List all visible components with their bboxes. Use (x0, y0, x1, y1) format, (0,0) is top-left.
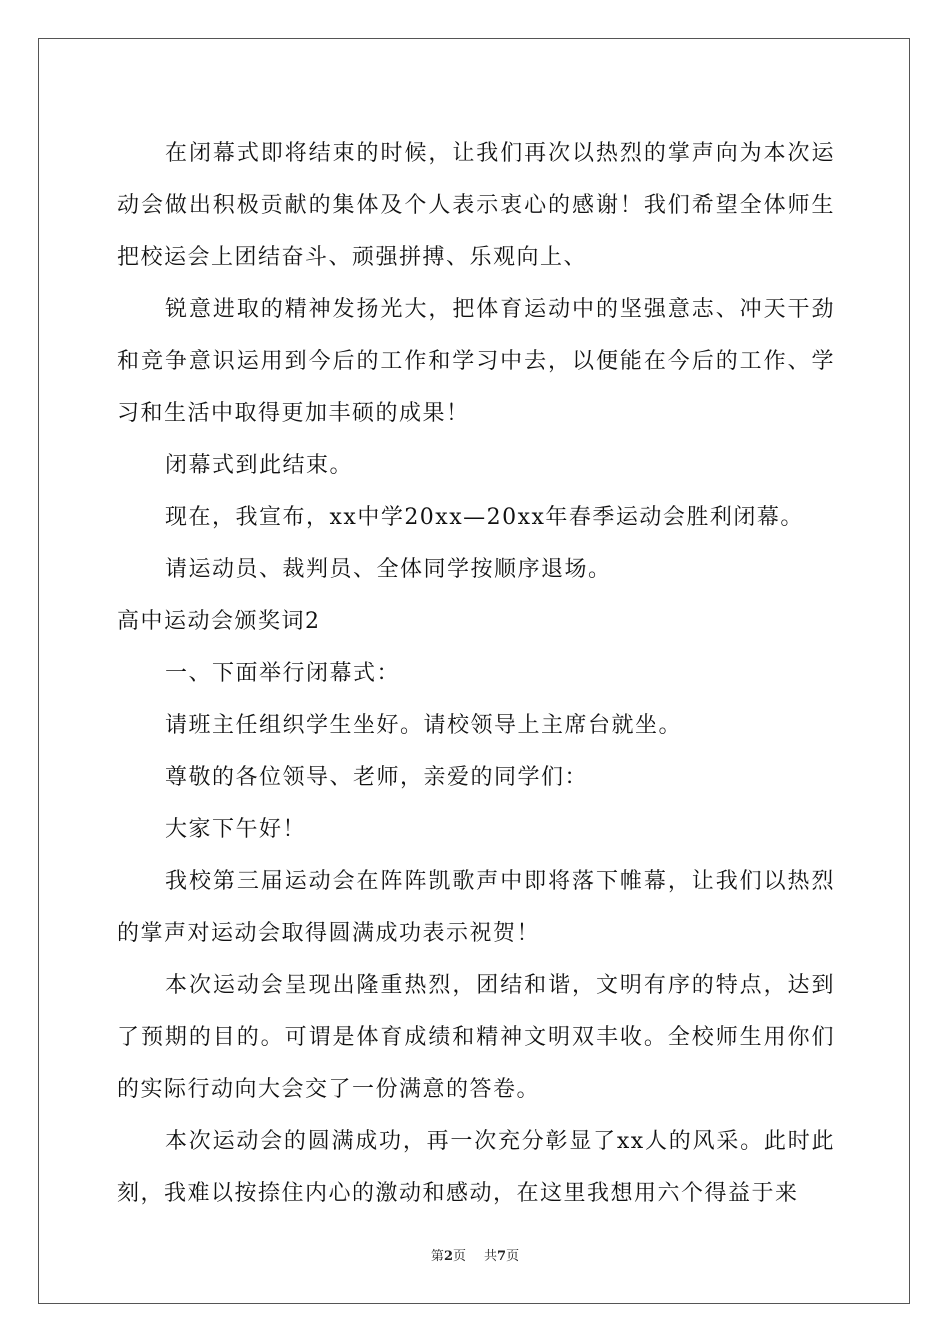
paragraph-12: 本次运动会呈现出隆重热烈，团结和谐，文明有序的特点，达到了预期的目的。可谓是体育成绩和精神文明双丰收。全校师生用你们的实际行动向大会交了一份满意的答卷。 (117, 973, 835, 1102)
page-current: 2 (443, 1249, 453, 1264)
paragraph-5: 请运动员、裁判员、全体同学按顺序退场。 (165, 557, 612, 582)
page-prefix: 第 (430, 1249, 444, 1264)
section-heading: 高中运动会颁奖词2 (117, 609, 321, 634)
total-suffix: 页 (506, 1249, 520, 1264)
paragraph-11: 我校第三届运动会在阵阵凯歌声中即将落下帷幕，让我们以热烈的掌声对运动会取得圆满成功表示祝贺！ (117, 869, 835, 946)
page-total: 7 (497, 1249, 507, 1264)
paragraph-9: 尊敬的各位领导、老师，亲爱的同学们： (165, 765, 589, 790)
paragraph-7: 一、下面举行闭幕式： (165, 661, 401, 686)
document-body (117, 128, 835, 1220)
paragraph-10: 大家下午好！ (165, 817, 307, 842)
paragraph-3: 闭幕式到此结束。 (165, 453, 354, 478)
total-prefix: 共 (484, 1249, 498, 1264)
paragraph-1: 在闭幕式即将结束的时候，让我们再次以热烈的掌声向为本次运动会做出积极贡献的集体及个人表示衷心的感谢！我们希望全体师生把校运会上团结奋斗、顽强拼搏、乐观向上、 (117, 141, 835, 270)
paragraph-2: 锐意进取的精神发扬光大，把体育运动中的坚强意志、冲天干劲和竞争意识运用到今后的工作和学习中去，以便能在今后的工作、学习和生活中取得更加丰硕的成果！ (117, 297, 835, 426)
paragraph-13: 本次运动会的圆满成功，再一次充分彰显了xx人的风采。此时此刻，我难以按捺住内心的激动和感动，在这里我想用六个得益于来 (117, 1129, 835, 1206)
page-suffix: 页 (452, 1249, 466, 1264)
paragraph-4: 现在，我宣布，xx中学20xx—20xx年春季运动会胜利闭幕。 (165, 505, 804, 530)
paragraph-8: 请班主任组织学生坐好。请校领导上主席台就坐。 (165, 713, 683, 738)
page-footer (0, 1248, 950, 1266)
